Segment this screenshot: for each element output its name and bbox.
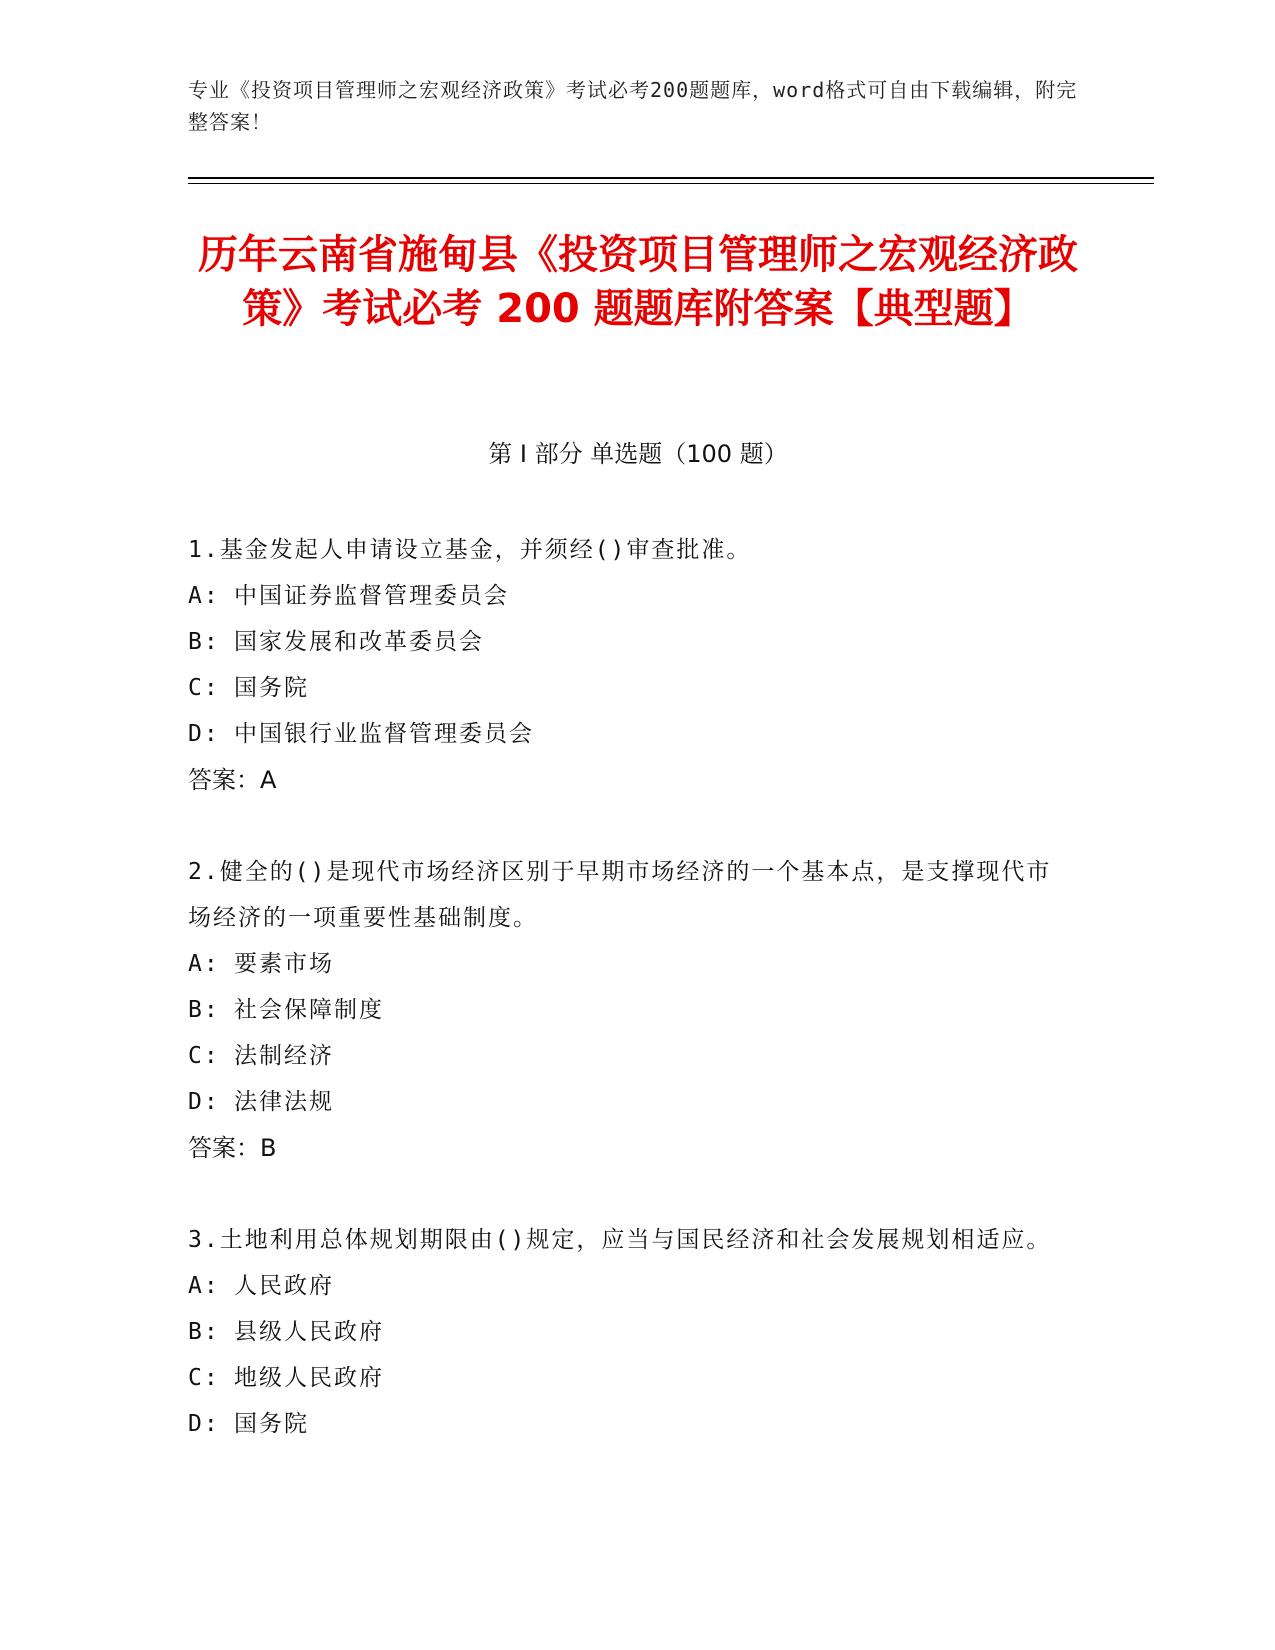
- option-b: [188, 1309, 1068, 1355]
- section-title: 第 I 部分 单选题（100 题）: [488, 440, 788, 468]
- option-b: [188, 619, 1068, 665]
- option-text: 国务院: [234, 1411, 309, 1437]
- question-stem: 2.健全的()是现代市场经济区别于早期市场经济的一个基本点，是支撑现代市场经济的一项重要性基础制度。: [188, 859, 1052, 931]
- option-d: [188, 711, 1068, 757]
- option-a: [188, 1263, 1068, 1309]
- question-stem: 1.基金发起人申请设立基金，并须经()审查批准。: [188, 537, 752, 563]
- option-c: [188, 1355, 1068, 1401]
- option-letter: C:: [188, 675, 220, 701]
- option-a: [188, 941, 1068, 987]
- option-a: [188, 573, 1068, 619]
- option-letter: B:: [188, 629, 220, 655]
- option-text: 社会保障制度: [234, 997, 384, 1023]
- question-3: [188, 1217, 1068, 1447]
- document-title: 历年云南省施甸县《投资项目管理师之宏观经济政策》考试必考 200 题题库附答案【典型题】: [198, 232, 1078, 332]
- option-text: 人民政府: [234, 1273, 334, 1299]
- option-text: 国务院: [234, 675, 309, 701]
- option-b: [188, 987, 1068, 1033]
- option-letter: B:: [188, 1319, 220, 1345]
- question-2: [188, 849, 1068, 1171]
- question-1: [188, 527, 1068, 803]
- option-letter: D:: [188, 1089, 220, 1115]
- option-letter: A:: [188, 951, 220, 977]
- answer: 答案：A: [188, 766, 277, 794]
- option-letter: D:: [188, 1411, 220, 1437]
- option-text: 中国银行业监督管理委员会: [234, 721, 534, 747]
- option-letter: D:: [188, 721, 220, 747]
- option-text: 国家发展和改革委员会: [234, 629, 484, 655]
- header-rule-thin: [188, 183, 1154, 184]
- option-letter: B:: [188, 997, 220, 1023]
- option-text: 地级人民政府: [234, 1365, 384, 1391]
- option-letter: C:: [188, 1043, 220, 1069]
- option-text: 中国证券监督管理委员会: [234, 583, 509, 609]
- option-text: 要素市场: [234, 951, 334, 977]
- option-text: 县级人民政府: [234, 1319, 384, 1345]
- option-text: 法制经济: [234, 1043, 334, 1069]
- option-d: [188, 1079, 1068, 1125]
- option-letter: A:: [188, 1273, 220, 1299]
- answer: 答案：B: [188, 1134, 277, 1162]
- question-list: [188, 527, 1068, 1493]
- option-letter: C:: [188, 1365, 220, 1391]
- header-rule-thick: [188, 177, 1154, 179]
- option-letter: A:: [188, 583, 220, 609]
- option-d: [188, 1401, 1068, 1447]
- option-c: [188, 665, 1068, 711]
- header-note: 专业《投资项目管理师之宏观经济政策》考试必考200题题库，word格式可自由下载编辑，附完整答案！: [188, 78, 1078, 134]
- option-text: 法律法规: [234, 1089, 334, 1115]
- question-stem: 3.土地利用总体规划期限由()规定，应当与国民经济和社会发展规划相适应。: [188, 1227, 1052, 1253]
- option-c: [188, 1033, 1068, 1079]
